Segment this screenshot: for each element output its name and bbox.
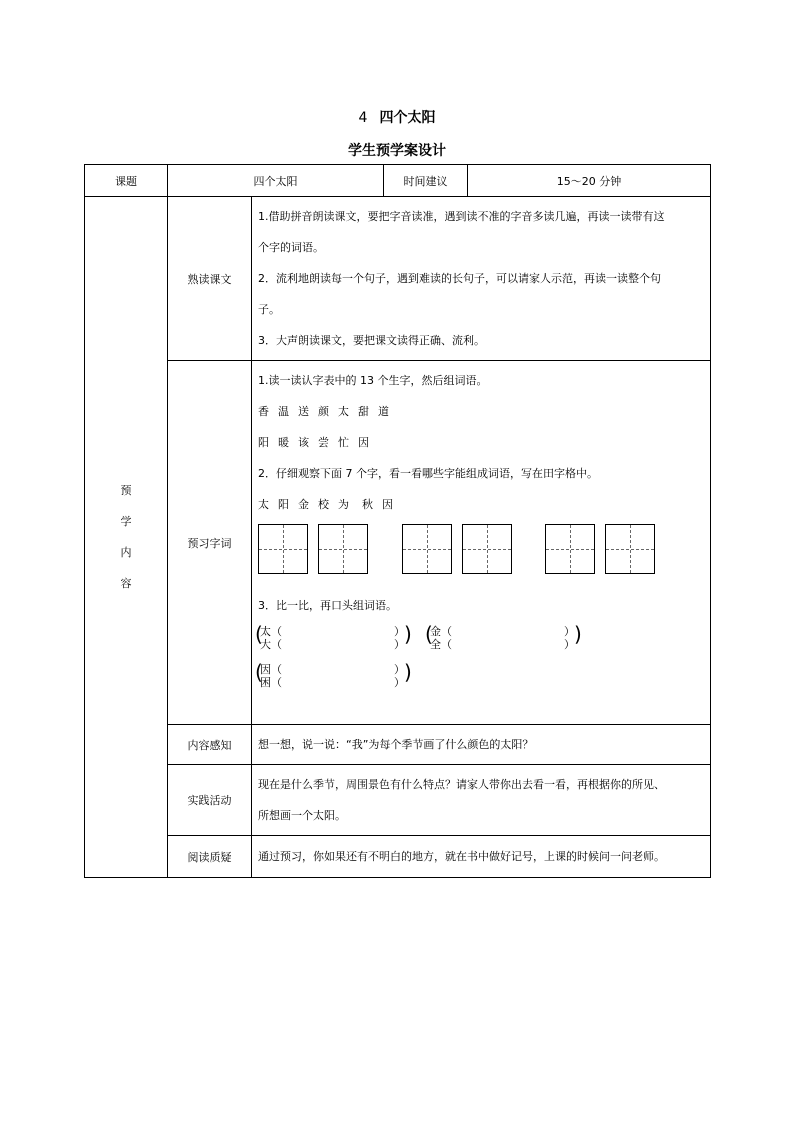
char: 因 bbox=[382, 498, 393, 511]
feel-text: 想一想，说一说：“我”为每个季节画了什么颜色的太阳？ bbox=[258, 738, 534, 751]
char: 太 bbox=[258, 498, 269, 511]
compare-char: 全（ bbox=[430, 638, 452, 651]
char: 金 bbox=[298, 498, 309, 511]
read-line: 子。 bbox=[258, 303, 280, 316]
lesson-number: 4 bbox=[358, 110, 368, 126]
char: 尝 bbox=[318, 436, 329, 449]
feel-label: 内容感知 bbox=[168, 725, 252, 765]
char: 阳 bbox=[278, 498, 289, 511]
words-line-3: 3．比一比，再口头组词语。 bbox=[258, 599, 397, 612]
read-line: 2．流利地朗读每一个句子，遇到难读的长句子，可以请家人示范，再读一读整个句 bbox=[258, 272, 661, 285]
char: 为 bbox=[338, 498, 349, 511]
compare-char: 因（ bbox=[260, 663, 282, 676]
close-paren: ） bbox=[564, 638, 575, 651]
row-practice bbox=[85, 765, 711, 836]
char: 忙 bbox=[338, 436, 349, 449]
section-char: 容 bbox=[120, 577, 132, 590]
left-brace-icon: ( bbox=[425, 622, 433, 646]
compare-char: 困（ bbox=[260, 676, 282, 689]
time-label: 时间建议 bbox=[384, 165, 468, 197]
writing-grid-cell[interactable] bbox=[462, 524, 512, 574]
char: 该 bbox=[298, 436, 309, 449]
practice-line: 所想画一个太阳。 bbox=[258, 809, 346, 822]
row-question bbox=[85, 836, 711, 878]
section-char: 预 bbox=[120, 484, 132, 497]
char: 暖 bbox=[278, 436, 289, 449]
time-value: 15～20 分钟 bbox=[468, 165, 711, 197]
words-label: 预习字词 bbox=[168, 361, 252, 725]
char: 道 bbox=[378, 405, 389, 418]
feel-content bbox=[252, 725, 711, 765]
section-char: 学 bbox=[120, 515, 132, 528]
section-char: 内 bbox=[120, 546, 132, 559]
char-list-c bbox=[258, 489, 704, 520]
char: 阳 bbox=[258, 436, 269, 449]
right-brace-icon: ) bbox=[574, 622, 582, 646]
read-line: 3．大声朗读课文，要把课文读得正确、流利。 bbox=[258, 334, 485, 347]
writing-grid-cell[interactable] bbox=[258, 524, 308, 574]
char: 校 bbox=[318, 498, 329, 511]
char: 秋 bbox=[362, 498, 373, 511]
row-words bbox=[85, 361, 711, 725]
char: 颜 bbox=[318, 405, 329, 418]
lesson-name: 四个太阳 bbox=[379, 110, 436, 126]
lesson-title bbox=[0, 107, 794, 127]
char: 太 bbox=[338, 405, 349, 418]
compare-char: 太（ bbox=[260, 625, 282, 638]
compare-char: 金（ bbox=[430, 625, 452, 638]
char: 温 bbox=[278, 405, 289, 418]
words-line-1: 1.读一读认字表中的 13 个生字，然后组词语。 bbox=[258, 374, 488, 387]
practice-content bbox=[252, 765, 711, 836]
left-brace-icon: ( bbox=[255, 660, 263, 684]
compare-block bbox=[255, 621, 704, 693]
writing-grid-cell[interactable] bbox=[605, 524, 655, 574]
practice-line: 现在是什么季节，周围景色有什么特点？请家人带你出去看一看，再根据你的所见、 bbox=[258, 778, 665, 791]
char: 送 bbox=[298, 405, 309, 418]
writing-grid-cell[interactable] bbox=[318, 524, 368, 574]
words-line-2: 2．仔细观察下面 7 个字，看一看哪些字能组成词语，写在田字格中。 bbox=[258, 467, 598, 480]
left-brace-icon: ( bbox=[255, 622, 263, 646]
char-list-a bbox=[258, 396, 704, 427]
topic-value: 四个太阳 bbox=[168, 165, 384, 197]
read-label: 熟读课文 bbox=[168, 197, 252, 361]
writing-grid-row bbox=[258, 520, 704, 586]
practice-label: 实践活动 bbox=[168, 765, 252, 836]
close-paren: ） bbox=[394, 663, 405, 676]
char: 甜 bbox=[358, 405, 369, 418]
close-paren: ） bbox=[564, 625, 575, 638]
close-paren: ） bbox=[394, 676, 405, 689]
read-line: 个字的词语。 bbox=[258, 241, 324, 254]
question-label: 阅读质疑 bbox=[168, 836, 252, 878]
char-list-b bbox=[258, 427, 704, 458]
char: 因 bbox=[358, 436, 369, 449]
question-content bbox=[252, 836, 711, 878]
close-paren: ） bbox=[394, 638, 405, 651]
question-text: 通过预习，你如果还有不明白的地方，就在书中做好记号，上课的时候问一问老师。 bbox=[258, 850, 665, 863]
right-brace-icon: ) bbox=[404, 660, 412, 684]
header-row bbox=[85, 165, 711, 197]
right-brace-icon: ) bbox=[404, 622, 412, 646]
topic-label: 课题 bbox=[85, 165, 168, 197]
read-content bbox=[252, 197, 711, 361]
compare-char: 大（ bbox=[260, 638, 282, 651]
writing-grid-cell[interactable] bbox=[545, 524, 595, 574]
row-feel bbox=[85, 725, 711, 765]
read-line: 1.借助拼音朗读课文，要把字音读准，遇到读不准的字音多读几遍，再读一读带有这 bbox=[258, 210, 665, 223]
row-read bbox=[85, 197, 711, 361]
page-subtitle: 学生预学案设计 bbox=[348, 143, 446, 159]
char: 香 bbox=[258, 405, 269, 418]
close-paren: ） bbox=[394, 625, 405, 638]
writing-grid-cell[interactable] bbox=[402, 524, 452, 574]
section-label bbox=[85, 197, 168, 878]
words-content bbox=[252, 361, 711, 725]
study-plan-table bbox=[84, 164, 711, 878]
